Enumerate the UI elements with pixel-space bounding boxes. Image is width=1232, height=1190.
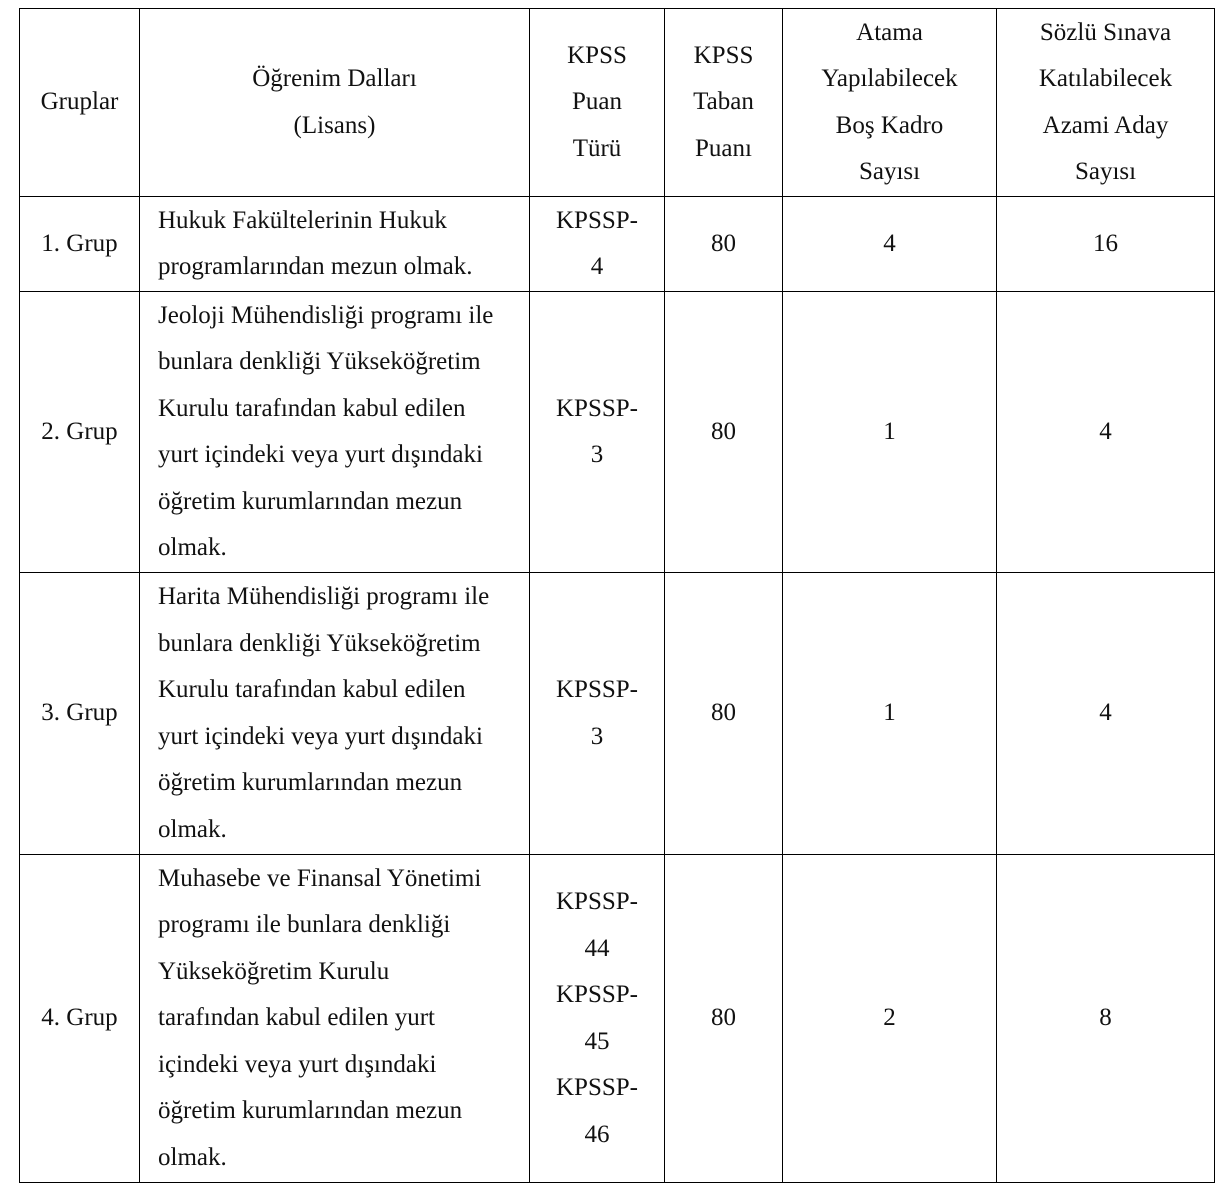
header-base-score (665, 9, 783, 197)
header-groups (20, 9, 140, 197)
field-line: programlarından mezun olmak. (158, 253, 473, 280)
vacancies-cell: 1 (783, 292, 997, 573)
score-type-cell (530, 197, 665, 292)
field-line: olmak. (158, 1143, 227, 1171)
group-cell: 1. Grup (20, 197, 140, 292)
field-line: Kurulu tarafından kabul edilen (158, 394, 466, 422)
score-type-cell (530, 573, 665, 855)
field-line: Jeoloji Mühendisliği programı ile (158, 301, 494, 329)
field-line: Yükseköğretim Kurulu (158, 957, 390, 985)
table-row (20, 292, 1215, 573)
header-max-candidates-line: Sözlü Sınava (1039, 18, 1172, 46)
field-line: içindeki veya yurt dışındaki (158, 1050, 437, 1078)
field-line: Harita Mühendisliği programı ile (158, 583, 490, 610)
field-cell (140, 292, 530, 573)
header-max-candidates-line: Azami Aday (1042, 111, 1169, 139)
group-cell: 3. Grup (20, 573, 140, 855)
score-type-line: KPSSP- (556, 1074, 638, 1101)
field-line: Muhasebe ve Finansal Yönetimi (158, 864, 482, 892)
score-type-line: 44 (584, 934, 610, 962)
header-base-score-line: Puanı (695, 134, 752, 162)
score-type-cell (530, 855, 665, 1183)
score-type-line: 4 (590, 253, 604, 280)
header-vacancies-line: Sayısı (858, 158, 921, 185)
header-vacancies (783, 9, 997, 197)
header-max-candidates (997, 9, 1215, 197)
score-type-line: KPSSP- (556, 676, 638, 703)
header-vacancies-line: Boş Kadro (835, 111, 944, 139)
table-row (20, 855, 1215, 1183)
header-base-score-line: KPSS (693, 41, 754, 69)
table-row (20, 197, 1215, 292)
header-fields (140, 9, 530, 197)
field-line: olmak. (158, 534, 227, 561)
header-vacancies-line: Yapılabilecek (821, 65, 958, 92)
field-cell (140, 855, 530, 1183)
field-line: tarafından kabul edilen yurt (158, 1004, 435, 1032)
header-base-score-line: Taban (693, 88, 754, 116)
vacancies-cell: 4 (783, 197, 997, 292)
group-cell: 4. Grup (20, 855, 140, 1183)
header-groups-line: Gruplar (40, 88, 119, 116)
header-score-type-line: Türü (572, 134, 622, 162)
field-line: yurt içindeki veya yurt dışındaki (158, 722, 483, 750)
field-line: öğretim kurumlarından mezun (158, 769, 463, 796)
score-type-cell (530, 292, 665, 573)
score-type-line: 3 (590, 722, 604, 750)
header-score-type-line: KPSS (567, 41, 627, 69)
score-type-line: 3 (590, 441, 604, 468)
header-max-candidates-line: Katılabilecek (1038, 65, 1173, 92)
max-candidates-cell: 4 (997, 573, 1215, 855)
field-cell (140, 573, 530, 855)
score-type-line: KPSSP- (556, 206, 638, 234)
header-max-candidates-line: Sayısı (1074, 158, 1137, 185)
header-fields-line: (Lisans) (293, 111, 376, 139)
header-score-type (530, 9, 665, 197)
max-candidates-cell: 4 (997, 292, 1215, 573)
field-line: olmak. (158, 815, 227, 843)
score-type-line: 46 (584, 1120, 610, 1148)
score-type-line: KPSSP- (556, 981, 638, 1008)
vacancies-cell: 2 (783, 855, 997, 1183)
header-vacancies-line: Atama (856, 18, 923, 46)
field-line: bunlara denkliği Yükseköğretim (158, 348, 481, 375)
base-score-cell: 80 (665, 855, 783, 1183)
quota-table (19, 8, 1215, 1183)
max-candidates-cell: 8 (997, 855, 1215, 1183)
base-score-cell: 80 (665, 292, 783, 573)
field-cell (140, 197, 530, 292)
field-line: öğretim kurumlarından mezun (158, 1097, 463, 1125)
field-line: yurt içindeki veya yurt dışındaki (158, 441, 483, 468)
header-row (20, 9, 1215, 197)
group-cell: 2. Grup (20, 292, 140, 573)
table-row (20, 573, 1215, 855)
header-fields-line: Öğrenim Dalları (252, 65, 417, 92)
field-line: öğretim kurumlarından mezun (158, 487, 463, 515)
field-line: programı ile bunlara denkliği (158, 911, 451, 939)
field-line: Kurulu tarafından kabul edilen (158, 676, 466, 703)
header-score-type-line: Puan (572, 88, 622, 116)
base-score-cell: 80 (665, 573, 783, 855)
score-type-line: KPSSP- (556, 888, 638, 915)
score-type-line: 45 (584, 1027, 610, 1055)
field-line: Hukuk Fakültelerinin Hukuk (158, 206, 447, 234)
vacancies-cell: 1 (783, 573, 997, 855)
score-type-line: KPSSP- (556, 394, 638, 422)
field-line: bunlara denkliği Yükseköğretim (158, 629, 481, 657)
max-candidates-cell: 16 (997, 197, 1215, 292)
base-score-cell: 80 (665, 197, 783, 292)
